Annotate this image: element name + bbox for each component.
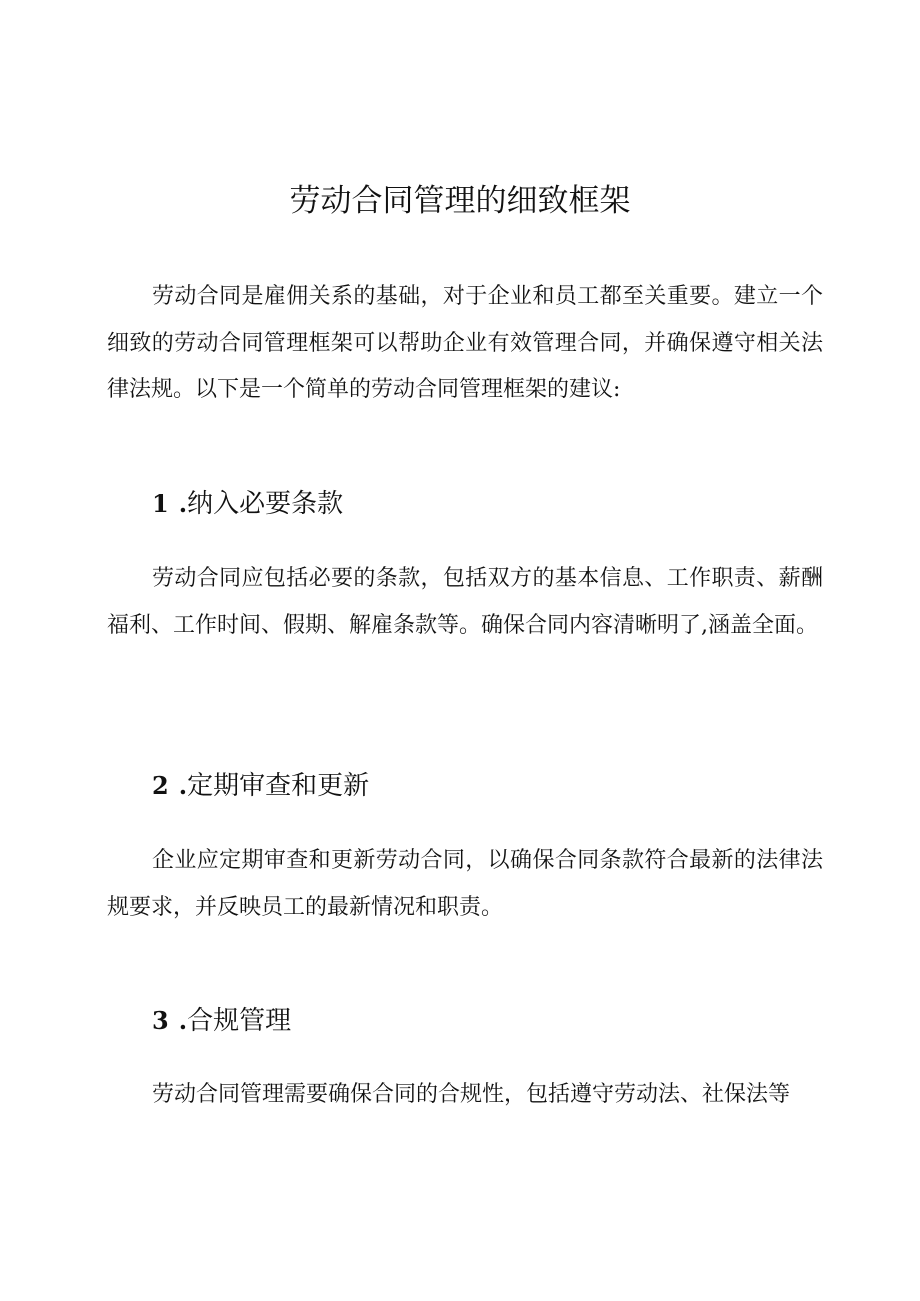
section-3-separator: .	[178, 1006, 188, 1035]
section-2-body: 企业应定期审查和更新劳动合同，以确保合同条款符合最新的法律法规要求，并反映员工的最新情况和职责。	[107, 848, 823, 920]
section-2-heading	[152, 766, 369, 806]
section-1-body: 劳动合同应包括必要的条款，包括双方的基本信息、工作职责、薪酬福利、工作时间、假期、解雇条款等。确保合同内容清晰明了,涵盖全面。	[107, 566, 823, 638]
intro-paragraph: 劳动合同是雇佣关系的基础，对于企业和员工都至关重要。建立一个细致的劳动合同管理框架可以帮助企业有效管理合同，并确保遵守相关法律法规。以下是一个简单的劳动合同管理框架的建议:	[107, 284, 823, 403]
section-1-separator: .	[178, 489, 188, 518]
section-3-body: 劳动合同管理需要确保合同的合规性，包括遵守劳动法、社保法等	[152, 1082, 791, 1107]
section-3-number: 3	[152, 1006, 169, 1035]
document-title: 劳动合同管理的细致框架	[289, 183, 631, 219]
section-1-title: 纳入必要条款	[187, 489, 344, 519]
section-3-heading	[152, 1001, 291, 1041]
section-2-number: 2	[152, 771, 169, 800]
section-1-heading	[152, 484, 343, 524]
section-3-title: 合规管理	[187, 1006, 292, 1036]
section-2-separator: .	[178, 771, 188, 800]
section-2-title: 定期审查和更新	[187, 771, 370, 801]
section-1-number: 1	[152, 489, 169, 518]
